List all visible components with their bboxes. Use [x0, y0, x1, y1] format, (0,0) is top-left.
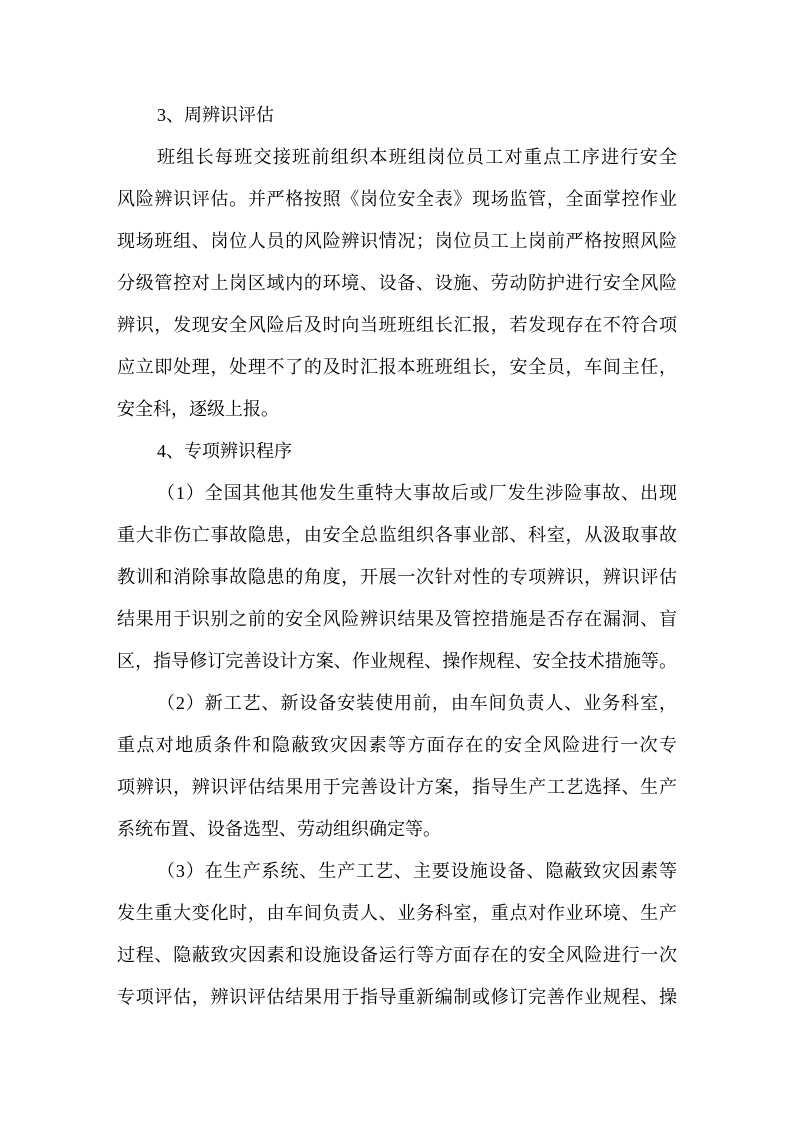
text-line: （2）新工艺、新设备安装使用前，由车间负责人、业务科室， [157, 693, 677, 713]
text-line: 项辨识，辨识评估结果用于完善设计方案，指导生产工艺选择、生产 [117, 777, 677, 797]
text-line: 安全科，逐级上报。 [117, 399, 279, 419]
text-line: 重点对地质条件和隐蔽致灾因素等方面存在的安全风险进行一次专 [117, 735, 677, 755]
text-line: 分级管控对上岗区域内的环境、设备、设施、劳动防护进行安全风险 [117, 273, 677, 293]
text-line: 专项评估，辨识评估结果用于指导重新编制或修订完善作业规程、操 [117, 987, 677, 1007]
document-body [117, 94, 677, 1018]
text-line: （1）全国其他其他发生重特大事故后或厂发生涉险事故、出现 [157, 483, 677, 503]
text-line: 系统布置、设备选型、劳动组织确定等。 [117, 819, 441, 839]
text-line: 教训和消除事故隐患的角度，开展一次针对性的专项辨识，辨识评估 [117, 567, 677, 587]
text-line: 班组长每班交接班前组织本班组岗位员工对重点工序进行安全 [157, 147, 677, 167]
text-line: 过程、隐蔽致灾因素和设施设备运行等方面存在的安全风险进行一次 [117, 945, 677, 965]
text-line: 结果用于识别之前的安全风险辨识结果及管控措施是否存在漏洞、盲 [117, 609, 677, 629]
section-heading: 4、专项辨识程序 [157, 441, 292, 461]
text-line: 风险辨识评估。并严格按照《岗位安全表》现场监管，全面掌控作业 [117, 189, 677, 209]
text-line: 现场班组、岗位人员的风险辨识情况；岗位员工上岗前严格按照风险 [117, 231, 677, 251]
text-line: 重大非伤亡事故隐患，由安全总监组织各事业部、科室，从汲取事故 [117, 525, 677, 545]
text-line: （3）在生产系统、生产工艺、主要设施设备、隐蔽致灾因素等 [157, 861, 677, 881]
text-line: 辨识，发现安全风险后及时向当班班组长汇报，若发现存在不符合项 [117, 315, 677, 335]
text-line: 发生重大变化时，由车间负责人、业务科室，重点对作业环境、生产 [117, 903, 677, 923]
section-heading: 3、周辨识评估 [157, 105, 274, 125]
text-line: 区，指导修订完善设计方案、作业规程、操作规程、安全技术措施等。 [117, 651, 677, 671]
text-line: 应立即处理，处理不了的及时汇报本班班组长，安全员，车间主任， [117, 357, 677, 377]
